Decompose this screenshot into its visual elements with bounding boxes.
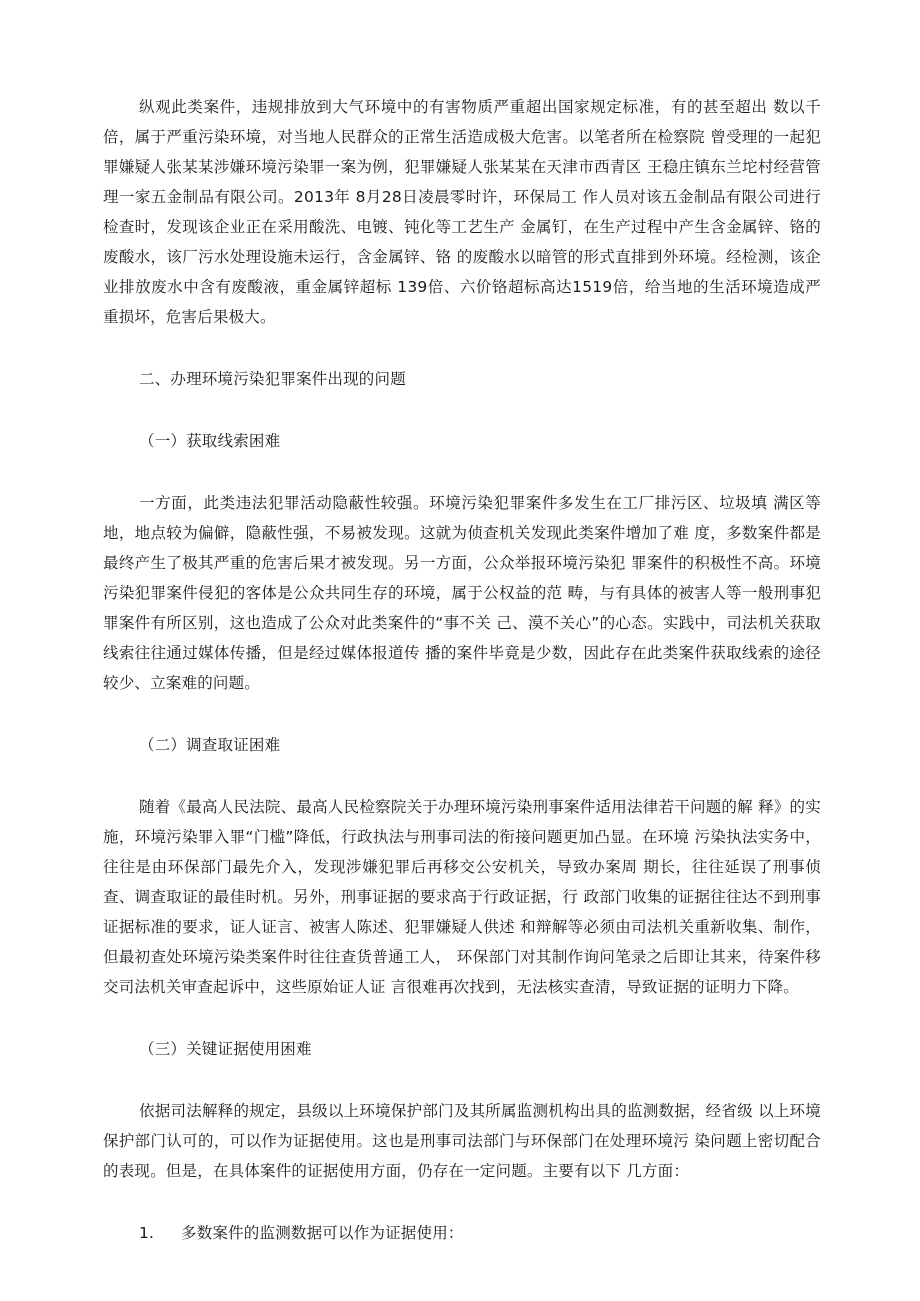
- list-item: [103, 1218, 821, 1248]
- document-body: [103, 92, 821, 1248]
- list-item-text: 多数案件的监测数据可以作为证据使用：: [181, 1224, 464, 1242]
- list-item-number: 1.: [139, 1224, 155, 1242]
- subsection-heading-key-evidence: （三）关键证据使用困难: [139, 1040, 312, 1058]
- paragraph-case-overview: 纵观此类案件，违规排放到大气环境中的有害物质严重超出国家规定标准，有的甚至超出 数以千倍，属于严重污染环境，对当地人民群众的正常生活造成极大危害。以笔者所在检察院 曾受理的一起犯罪嫌疑人张某某涉嫌环境污染罪一案为例，犯罪嫌疑人张某某在天津市西青区 王稳庄镇东兰坨村经营管理一家五金制品有限公司。2013年 8月28日凌晨零时许，环保局工 作人员对该五金制品有限公司进行检查时，发现该企业正在采用酸洗、电镀、钝化等工艺生产 金属钉，在生产过程中产生含金属锌、铬的废酸水，该厂污水处理设施未运行，含金属锌、铬 的废酸水以暗管的形式直排到外环境。经检测，该企业排放废水中含有废酸液，重金属锌超标 139倍、六价铬超标高达1519倍，给当地的生活环境造成严重损坏，危害后果极大。: [103, 98, 821, 326]
- paragraph-clues: 一方面，此类违法犯罪活动隐蔽性较强。环境污染犯罪案件多发生在工厂排污区、垃圾填 满区等地，地点较为偏僻，隐蔽性强，不易被发现。这就为侦查机关发现此类案件增加了难 度，多数案件都是最终产生了极其严重的危害后果才被发现。另一方面，公众举报环境污染犯 罪案件的积极性不高。环境污染犯罪案件侵犯的客体是公众共同生存的环境，属于公权益的范 畴，与有具体的被害人等一般刑事犯罪案件有所区别，这也造成了公众对此类案件的“事不关 己、漠不关心”的心态。实践中，司法机关获取线索往往通过媒体传播，但是经过媒体报道传 播的案件毕竟是少数，因此存在此类案件获取线索的途径较少、立案难的问题。: [103, 494, 821, 692]
- section-heading-problems: 二、办理环境污染犯罪案件出现的问题: [139, 370, 406, 388]
- paragraph-evidence-collection: 随着《最高人民法院、最高人民检察院关于办理环境污染刑事案件适用法律若干问题的解 释》的实施，环境污染罪入罪“门槛”降低，行政执法与刑事司法的衔接问题更加凸显。在环境 污染执法实务中，往往是由环保部门最先介入，发现涉嫌犯罪后再移交公安机关，导致办案周 期长，往往延误了刑事侦查、调查取证的最佳时机。另外，刑事证据的要求高于行政证据，行 政部门收集的证据往往达不到刑事证据标准的要求，证人证言、被害人陈述、犯罪嫌疑人供述 和辩解等必须由司法机关重新收集、制作，但最初查处环境污染类案件时往往查货普通工人， 环保部门对其制作询问笔录之后即让其来，待案件移交司法机关审查起诉中，这些原始证人证 言很难再次找到，无法核实查清，导致证据的证明力下降。: [103, 798, 821, 996]
- subsection-heading-evidence-collection: （二）调查取证困难: [139, 736, 281, 754]
- subsection-heading-clues: （一）获取线索困难: [139, 432, 281, 450]
- paragraph-key-evidence: 依据司法解释的规定，县级以上环境保护部门及其所属监测机构出具的监测数据，经省级 以上环境保护部门认可的，可以作为证据使用。这也是刑事司法部门与环保部门在处理环境污 染问题上密切配合的表现。但是，在具体案件的证据使用方面，仍存在一定问题。主要有以下 几方面：: [103, 1102, 821, 1180]
